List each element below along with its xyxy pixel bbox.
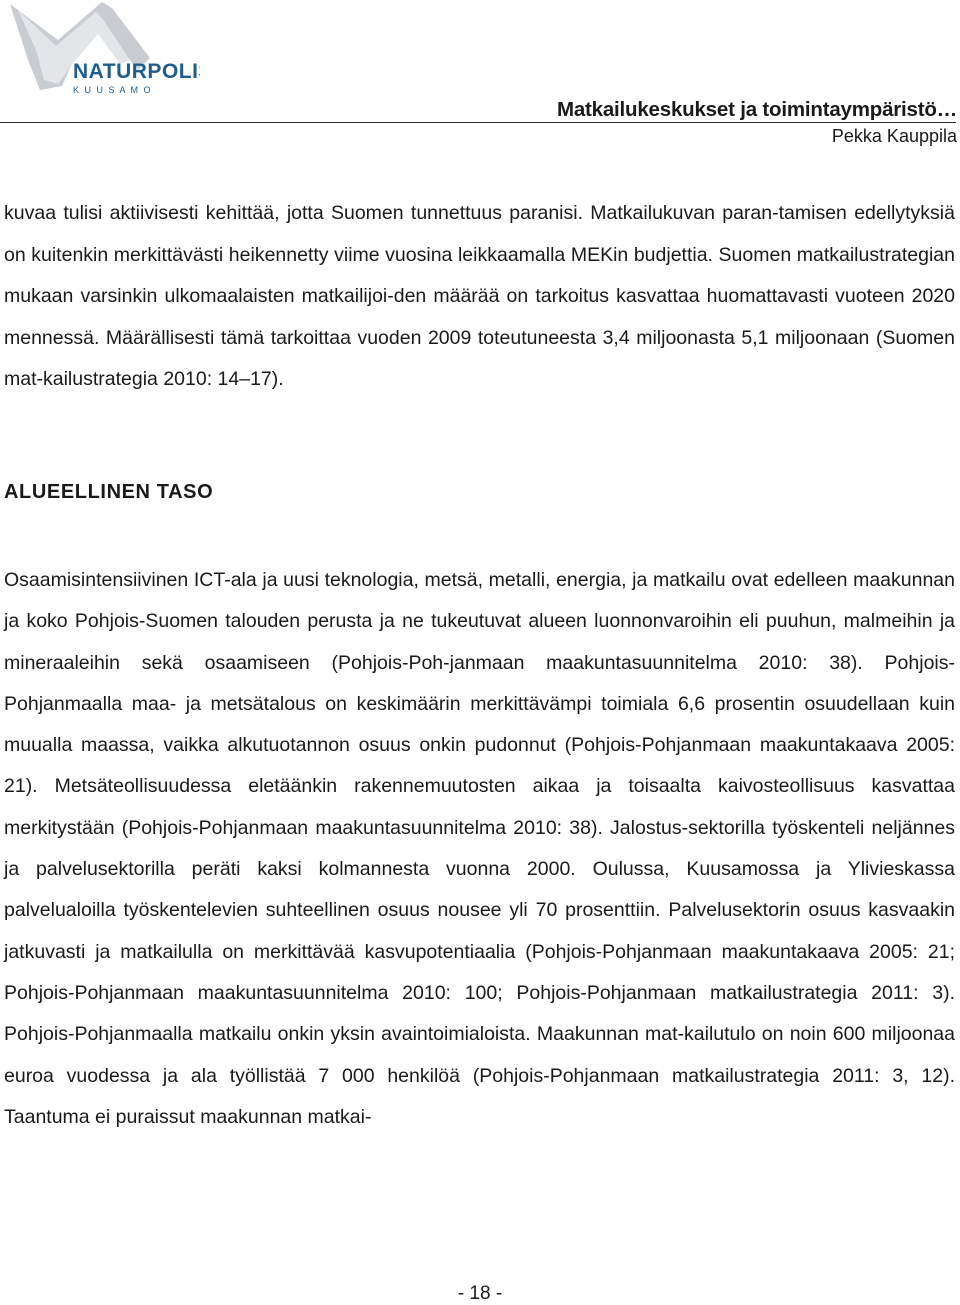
section-heading: ALUEELLINEN TASO (4, 481, 214, 503)
naturpolis-logo-mark (0, 0, 200, 100)
logo-subtitle: K U U S A M O (73, 85, 153, 95)
page-number: - 18 - (457, 1283, 503, 1304)
naturpolis-logo (0, 0, 200, 100)
logo-wordmark: NATURPOLIS (73, 60, 200, 83)
body-paragraph-1: kuvaa tulisi aktiivisesti kehittää, jotta Suomen tunnettuus paranisi. Matkailukuvan paran-tamisen edellytyksiä on kuitenkin merkittävästi heikennetty viime vuosina leikkaamalla MEKin budjettia. Suomen matkailustrategian mukaan varsinkin ulkomaalaisten matkailijoi-den määrää on tarkoitus kasvattaa huomattavasti vuoteen 2020 mennessä. Määrällisesti tämä tarkoittaa vuoden 2009 toteutuneesta 3,4 miljoonasta 5,1 miljoonaan (Suomen mat-kailustrategia 2010: 14–17). (4, 202, 955, 391)
header-divider (0, 122, 956, 123)
header-author: Pekka Kauppila (831, 126, 957, 146)
body-paragraph-2: Osaamisintensiivinen ICT-ala ja uusi teknologia, metsä, metalli, energia, ja matkailu ovat edelleen maakunnan ja koko Pohjois-Suomen talouden perusta ja ne tukeutuvat alueen luonnonvaroihin eli puuhun, malmeihin ja mineraaleihin sekä osaamiseen (Pohjois-Poh-janmaan maakuntasuunnitelma 2010: 38). Pohjois-Pohjanmaalla maa- ja metsätalous on keskimäärin merkittävämpi toimiala 6,6 prosentin osuudellaan kuin muualla maassa, vaikka alkutuotannon osuus onkin pudonnut (Pohjois-Pohjanmaan maakuntakaava 2005: 21). Metsäteollisuudessa eletäänkin rakennemuutosten aikaa ja toisaalta kaivosteollisuus kasvattaa merkitystään (Pohjois-Pohjanmaan maakuntasuunnitelma 2010: 38). Jalostus-sektorilla työskenteli neljännes ja palvelusektorilla peräti kaksi kolmannesta vuonna 2000. Oulussa, Kuusamossa ja Ylivieskassa palvelualoilla työskentelevien suhteellinen osuus nousee yli 70 prosenttiin. Palvelusektorin osuus kasvaakin jatkuvasti ja matkailulla on merkittävää kasvupotentiaalia (Pohjois-Pohjanmaan maakuntakaava 2005: 21; Pohjois-Pohjanmaan maakuntasuunnitelma 2010: 100; Pohjois-Pohjanmaan matkailustrategia 2011: 3). Pohjois-Pohjanmaalla matkailu onkin yksin avaintoimialoista. Maakunnan mat-kailutulo on noin 600 miljoonaa euroa vuodessa ja ala työllistää 7 000 henkilöä (Pohjois-Pohjanmaan matkailustrategia 2011: 3, 12). Taantuma ei puraissut maakunnan matkai- (4, 569, 955, 1128)
header-title: Matkailukeskukset ja toimintaympäristö… (556, 98, 957, 121)
